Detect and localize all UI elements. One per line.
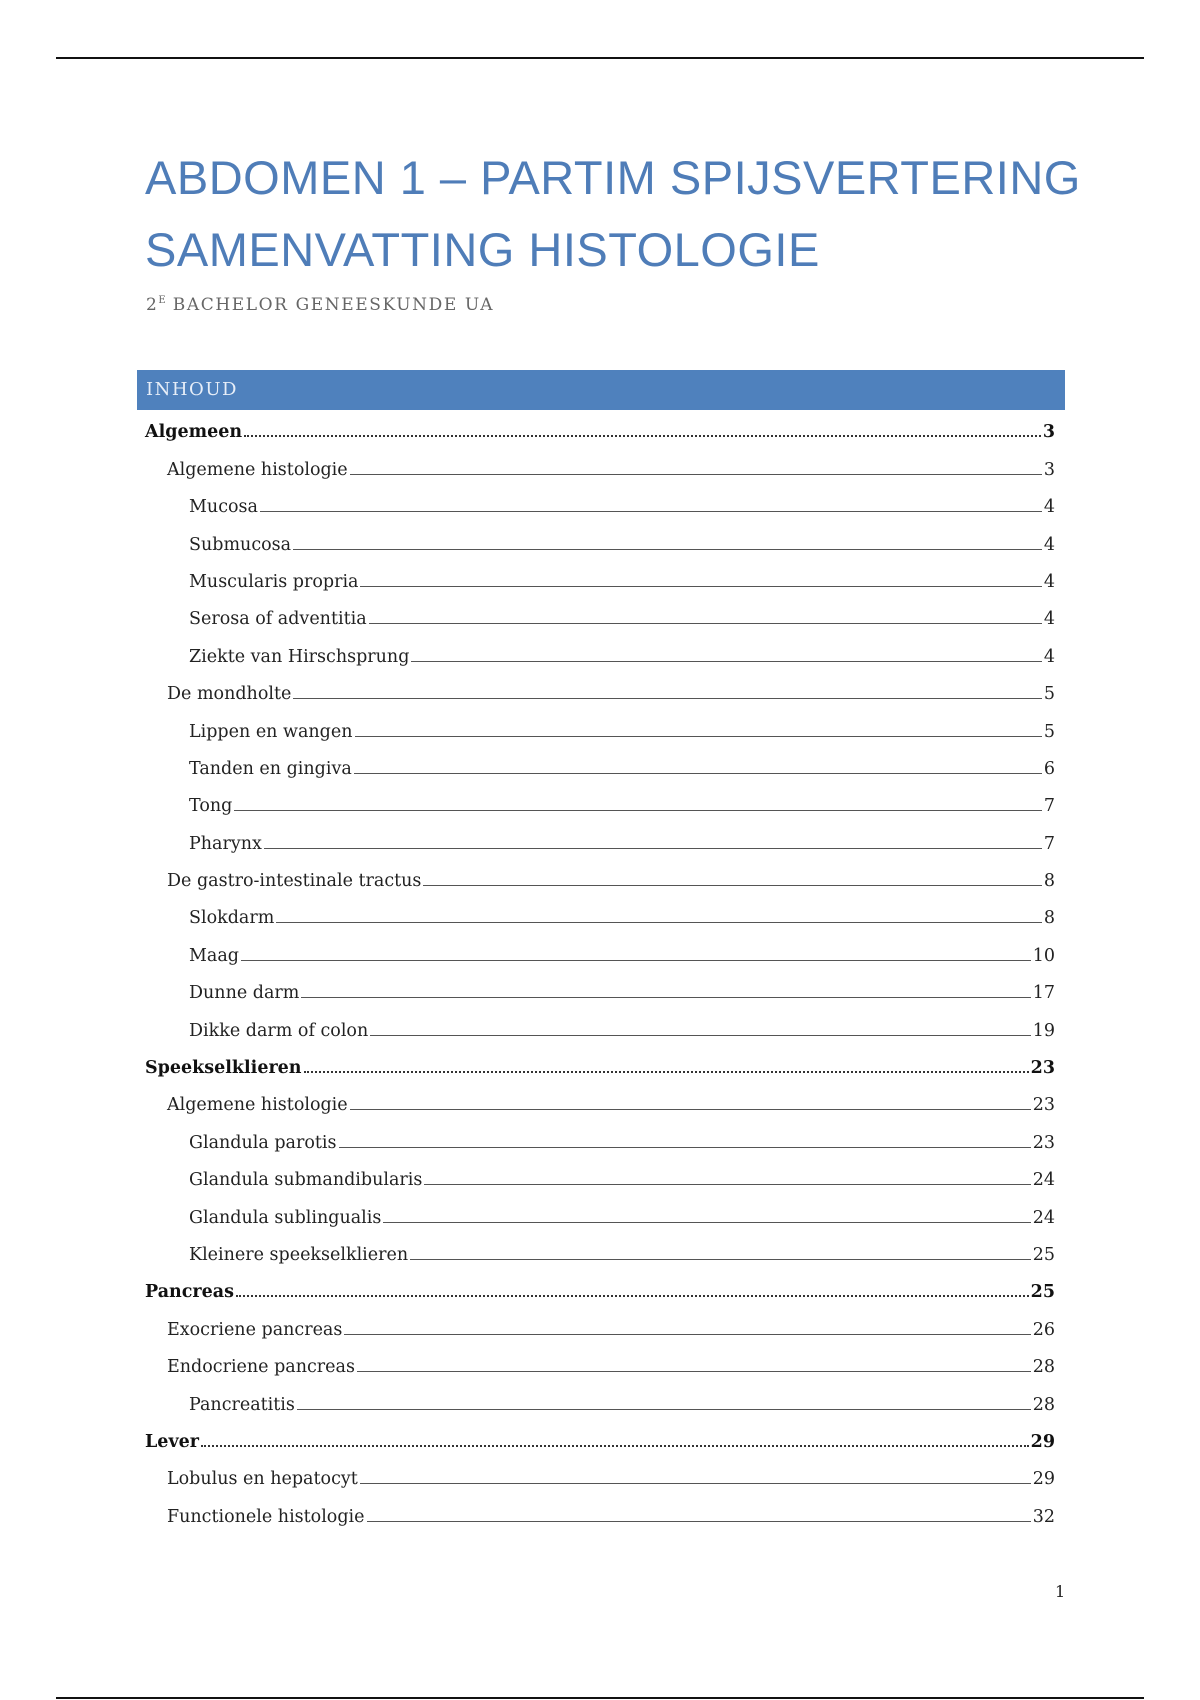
toc-entry-label: Glandula sublingualis [189,1207,382,1228]
toc-entry-page: 4 [1043,534,1055,555]
toc-entry-label: Pharynx [189,833,262,854]
toc-entry[interactable] [145,524,1055,561]
toc-entry-label: Algemene histologie [167,1095,348,1116]
toc-leader [260,511,1042,512]
toc-entry-page: 4 [1043,571,1055,592]
toc-entry[interactable] [145,1384,1055,1421]
toc-entry[interactable] [145,1347,1055,1384]
toc-leader [369,623,1042,624]
toc-entry[interactable] [145,898,1055,935]
toc-entry-page: 24 [1032,1170,1055,1191]
toc-leader [276,922,1042,923]
toc-entry-page: 19 [1032,1020,1055,1041]
toc-entry-page: 24 [1032,1207,1055,1228]
toc-leader [304,1071,1029,1073]
toc-entry-page: 4 [1043,497,1055,518]
toc-entry[interactable] [145,674,1055,711]
toc-entry[interactable] [145,823,1055,860]
toc-entry-page: 28 [1032,1357,1055,1378]
toc-entry-page: 5 [1043,684,1055,705]
toc-entry-page: 8 [1043,908,1055,929]
page-bottom-rule [56,1697,1144,1699]
toc-entry-label: Maag [189,945,239,966]
toc-entry-label: Muscularis propria [189,571,359,592]
toc-entry[interactable] [145,1048,1055,1085]
toc-entry[interactable] [145,786,1055,823]
toc-entry[interactable] [145,412,1055,449]
toc-leader [297,1409,1031,1410]
toc-leader [350,474,1042,475]
toc-entry-page: 4 [1043,609,1055,630]
toc-entry-page: 7 [1043,833,1055,854]
toc-entry-page: 32 [1032,1506,1055,1527]
toc-leader [293,698,1042,699]
toc-entry-page: 5 [1043,721,1055,742]
toc-leader [360,586,1041,587]
toc-entry-page: 7 [1043,796,1055,817]
toc-leader [367,1521,1031,1522]
toc-entry-page: 8 [1043,871,1055,892]
toc-leader [236,1295,1029,1297]
toc-entry-label: Pancreatitis [189,1394,295,1415]
toc-leader [264,848,1042,849]
toc-entry-label: Serosa of adventitia [189,609,367,630]
toc-leader [354,773,1042,774]
toc-leader [350,1109,1031,1110]
toc-entry-label: Functionele histologie [167,1506,365,1527]
toc-entry-label: Endocriene pancreas [167,1357,355,1378]
toc-entry[interactable] [145,1309,1055,1346]
toc-leader [355,736,1042,737]
subtitle-superscript: E [158,295,166,306]
toc-entry[interactable] [145,1422,1055,1459]
toc-entry-label: Kleinere speekselklieren [189,1244,409,1265]
toc-entry-page: 23 [1030,1058,1055,1079]
toc-heading: INHOUD [137,370,1065,410]
toc-entry-label: Speekselklieren [145,1058,302,1079]
toc-leader [424,1184,1030,1185]
toc-entry-label: Dunne darm [189,983,300,1004]
toc-entry[interactable] [145,1459,1055,1496]
toc-entry[interactable] [145,449,1055,486]
toc-leader [293,549,1042,550]
toc-leader [423,885,1041,886]
document-title-line-1: ABDOMEN 1 – PARTIM SPIJSVERTERING [145,151,1081,204]
toc-entry-page: 23 [1032,1095,1055,1116]
toc-entry-page: 25 [1030,1282,1055,1303]
toc-entry-label: Slokdarm [189,908,275,929]
toc-leader [244,435,1041,437]
toc-entry[interactable] [145,1122,1055,1159]
toc-entry-label: Algemeen [145,422,243,443]
toc-entry[interactable] [145,1235,1055,1272]
toc-entry[interactable] [145,1197,1055,1234]
toc-entry-label: De mondholte [167,684,292,705]
page-number: 1 [1055,1582,1066,1601]
toc-entry-page: 10 [1032,945,1055,966]
toc-entry[interactable] [145,1496,1055,1533]
toc-entry-page: 3 [1042,422,1055,443]
page-top-rule [56,57,1144,59]
toc-entry-label: Glandula submandibularis [189,1170,423,1191]
toc-entry-label: Submucosa [189,534,292,555]
toc-entry[interactable] [145,935,1055,972]
toc-entry-page: 6 [1043,758,1055,779]
toc-entry[interactable] [145,487,1055,524]
toc-leader [301,997,1030,998]
toc-entry-label: Lobulus en hepatocyt [167,1469,358,1490]
toc-leader [357,1371,1031,1372]
toc-entry[interactable] [145,1010,1055,1047]
document-title-line-2: SAMENVATTING HISTOLOGIE [145,223,820,276]
toc-entry[interactable] [145,1272,1055,1309]
toc-entry-page: 25 [1032,1244,1055,1265]
toc-entry[interactable] [145,636,1055,673]
toc-entry-label: Algemene histologie [167,459,348,480]
toc-entry[interactable] [145,1085,1055,1122]
toc-entry[interactable] [145,861,1055,898]
toc-entry[interactable] [145,562,1055,599]
toc-leader [383,1222,1030,1223]
table-of-contents [145,412,1055,1534]
toc-entry[interactable] [145,749,1055,786]
toc-leader [411,661,1041,662]
toc-entry-label: Exocriene pancreas [167,1319,343,1340]
toc-entry-label: Dikke darm of colon [189,1020,369,1041]
toc-leader [370,1035,1030,1036]
toc-entry[interactable] [145,599,1055,636]
toc-entry-label: Mucosa [189,497,258,518]
document-subtitle [146,295,494,315]
toc-entry-label: Tanden en gingiva [189,758,352,779]
toc-entry-label: Lever [145,1431,199,1452]
toc-entry-page: 4 [1043,646,1055,667]
toc-leader [234,810,1042,811]
toc-leader [339,1147,1031,1148]
toc-leader [241,960,1031,961]
toc-leader [201,1445,1029,1447]
toc-entry-label: De gastro-intestinale tractus [167,871,422,892]
toc-entry-page: 28 [1032,1394,1055,1415]
subtitle-program: BACHELOR GENEESKUNDE UA [165,295,495,315]
toc-entry-label: Ziekte van Hirschsprung [189,646,410,667]
toc-entry-label: Glandula parotis [189,1132,337,1153]
toc-entry-page: 26 [1032,1319,1055,1340]
toc-entry-page: 17 [1032,983,1055,1004]
toc-entry-page: 29 [1030,1431,1055,1452]
toc-entry-page: 23 [1032,1132,1055,1153]
toc-leader [360,1483,1031,1484]
toc-entry[interactable] [145,973,1055,1010]
toc-entry[interactable] [145,1160,1055,1197]
toc-entry-page: 3 [1043,459,1055,480]
toc-entry-label: Pancreas [145,1282,234,1303]
toc-entry-label: Lippen en wangen [189,721,353,742]
toc-entry-page: 29 [1032,1469,1055,1490]
subtitle-year: 2 [146,295,159,315]
toc-entry-label: Tong [189,796,233,817]
toc-leader [410,1259,1031,1260]
toc-leader [344,1334,1030,1335]
toc-entry[interactable] [145,711,1055,748]
